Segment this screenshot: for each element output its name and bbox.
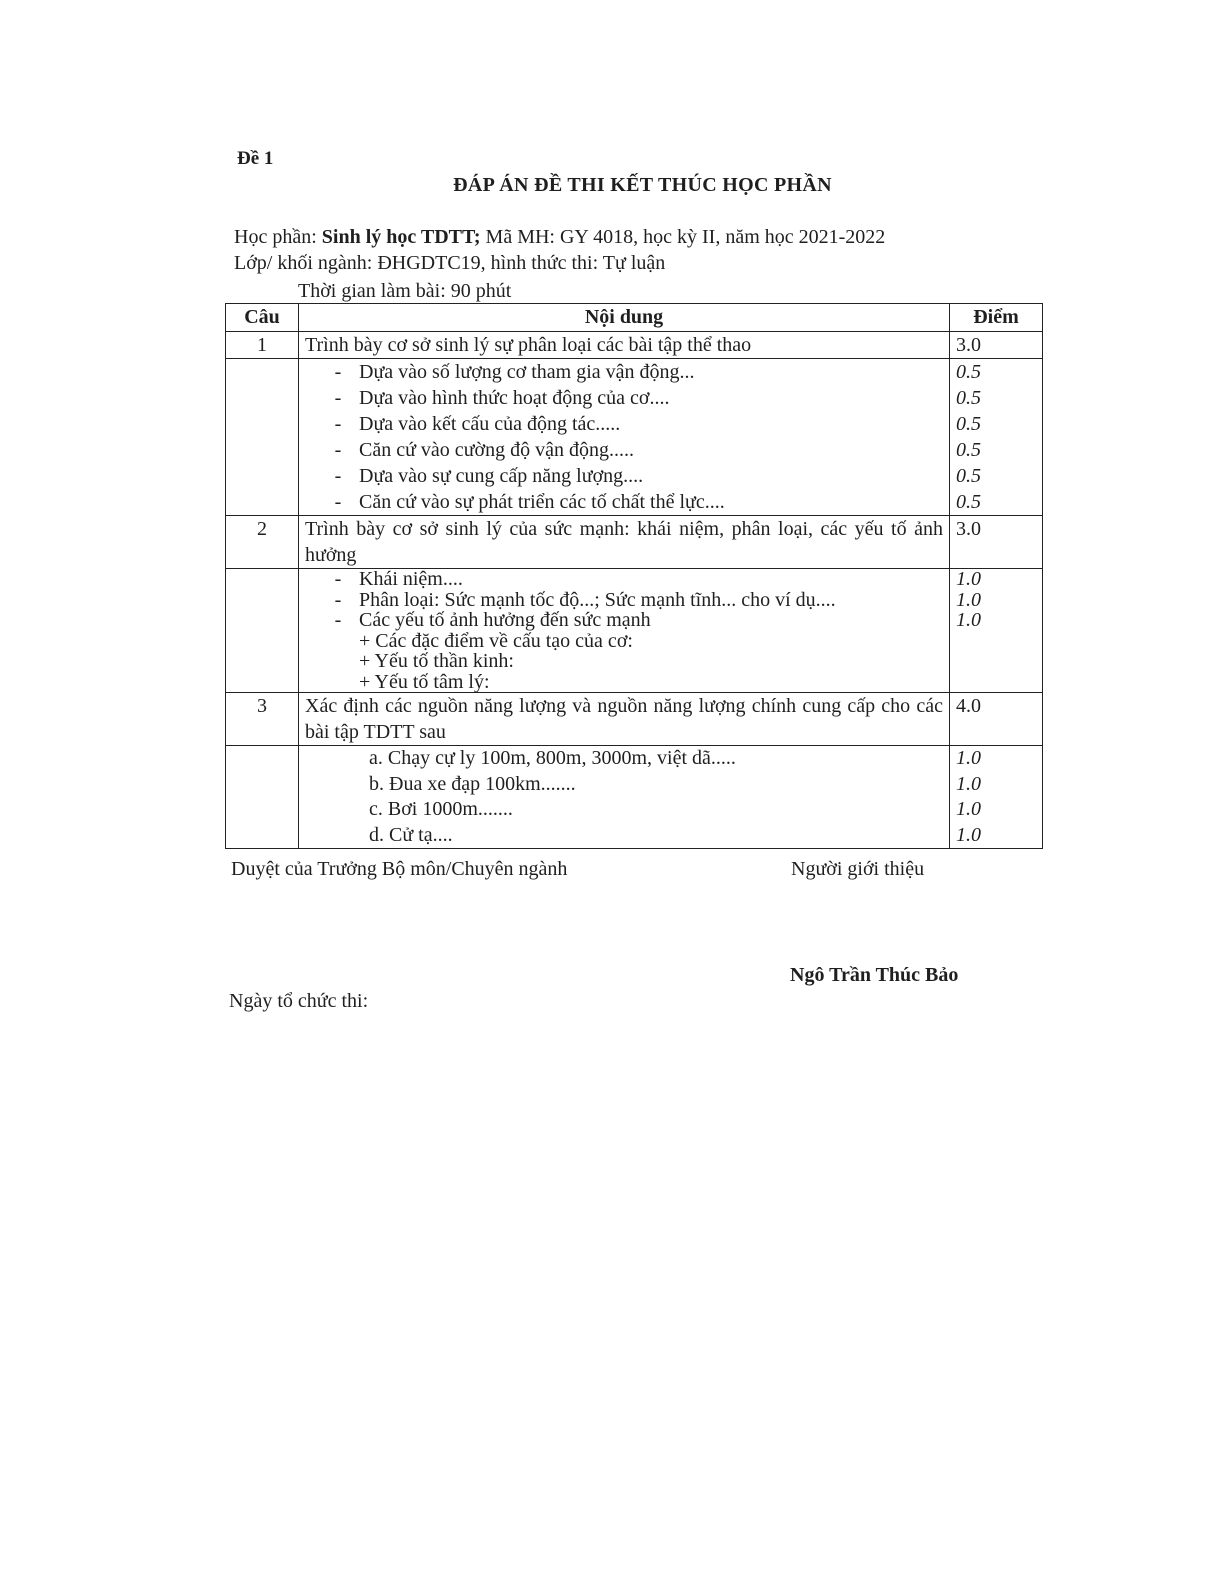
question-score: 4.0 (950, 693, 1043, 746)
question-score: 3.0 (950, 516, 1043, 569)
presenter-label: Người giới thiệu (791, 858, 925, 880)
exam-code: Đề 1 (237, 148, 274, 169)
list-item: - Các yếu tố ảnh hưởng đến sức mạnh (334, 609, 651, 631)
item-score: 0.5 (956, 465, 981, 487)
course-label: Học phần: (234, 226, 322, 248)
list-item: b. Đua xe đạp 100km....... (369, 772, 576, 795)
answer-list (305, 746, 943, 848)
list-item: - Dựa vào số lượng cơ tham gia vận động... (334, 361, 695, 383)
answer-table (225, 303, 1043, 849)
score-list (956, 569, 1036, 631)
answer-list (305, 359, 943, 515)
list-item: - Căn cứ vào cường độ vận động..... (334, 439, 634, 461)
question-row-1 (226, 332, 1043, 359)
table-header-row (226, 304, 1043, 332)
item-score: 1.0 (956, 798, 981, 821)
time-line: Thời gian làm bài: 90 phút (298, 280, 512, 302)
question-number: 2 (226, 516, 299, 569)
item-score: 1.0 (956, 772, 981, 795)
approval-label: Duyệt của Trưởng Bộ môn/Chuyên ngành (231, 858, 568, 880)
answer-row-3 (226, 746, 1043, 849)
list-item: + Yếu tố tâm lý: (359, 670, 490, 693)
list-item: - Khái niệm.... (334, 568, 463, 590)
header-question: Câu (226, 304, 299, 332)
item-score: 1.0 (956, 588, 981, 611)
question-text: Xác định các nguồn năng lượng và nguồn năng lượng chính cung cấp cho các bài tập TDTT sau (299, 693, 950, 746)
item-score: 1.0 (956, 609, 981, 631)
question-number: 3 (226, 693, 299, 746)
item-score: 0.5 (956, 387, 981, 409)
answer-row-1 (226, 359, 1043, 516)
score-list (956, 746, 1036, 848)
answer-list (305, 569, 943, 692)
question-number: 1 (226, 332, 299, 359)
question-row-2 (226, 516, 1043, 569)
item-score: 0.5 (956, 439, 981, 461)
presenter-name: Ngô Trần Thúc Bảo (790, 964, 959, 986)
list-item: - Dựa vào kết cấu của động tác..... (334, 413, 621, 435)
question-text: Trình bày cơ sở sinh lý của sức mạnh: khái niệm, phân loại, các yếu tố ảnh hưởng (299, 516, 950, 569)
list-item: - Dựa vào hình thức hoạt động của cơ.... (334, 387, 670, 409)
course-name: Sinh lý học TDTT; (321, 226, 481, 248)
header-score: Điểm (950, 304, 1043, 332)
question-row-3 (226, 693, 1043, 746)
item-score: 0.5 (956, 413, 981, 435)
header-content: Nội dung (299, 304, 950, 332)
list-item: c. Bơi 1000m....... (369, 798, 513, 821)
item-score: 1.0 (956, 823, 981, 846)
class-line: Lớp/ khối ngành: ĐHGDTC19, hình thức thi: Tự luận (234, 252, 666, 274)
list-item: + Các đặc điểm về cấu tạo của cơ: (359, 629, 633, 652)
course-line (234, 226, 885, 249)
exam-date-label: Ngày tổ chức thi: (229, 990, 369, 1012)
score-list (956, 359, 1036, 515)
list-item: + Yếu tố thần kinh: (359, 650, 514, 672)
page-title: ĐÁP ÁN ĐỀ THI KẾT THÚC HỌC PHẦN (453, 174, 832, 196)
item-score: 0.5 (956, 491, 981, 513)
question-text: Trình bày cơ sở sinh lý sự phân loại các bài tập thể thao (299, 332, 950, 359)
list-item: - Phân loại: Sức mạnh tốc độ...; Sức mạnh tĩnh... cho ví dụ.... (334, 588, 836, 611)
list-item: d. Cử tạ.... (369, 823, 453, 846)
course-details: Mã MH: GY 4018, học kỳ II, năm học 2021-2022 (480, 226, 886, 248)
item-score: 0.5 (956, 361, 981, 383)
list-item: a. Chạy cự ly 100m, 800m, 3000m, việt dã..... (369, 747, 736, 769)
question-score: 3.0 (950, 332, 1043, 359)
item-score: 1.0 (956, 747, 981, 769)
list-item: - Dựa vào sự cung cấp năng lượng.... (334, 465, 644, 487)
answer-row-2 (226, 569, 1043, 693)
list-item: - Căn cứ vào sự phát triển các tố chất thể lực.... (334, 491, 725, 513)
item-score: 1.0 (956, 568, 981, 590)
